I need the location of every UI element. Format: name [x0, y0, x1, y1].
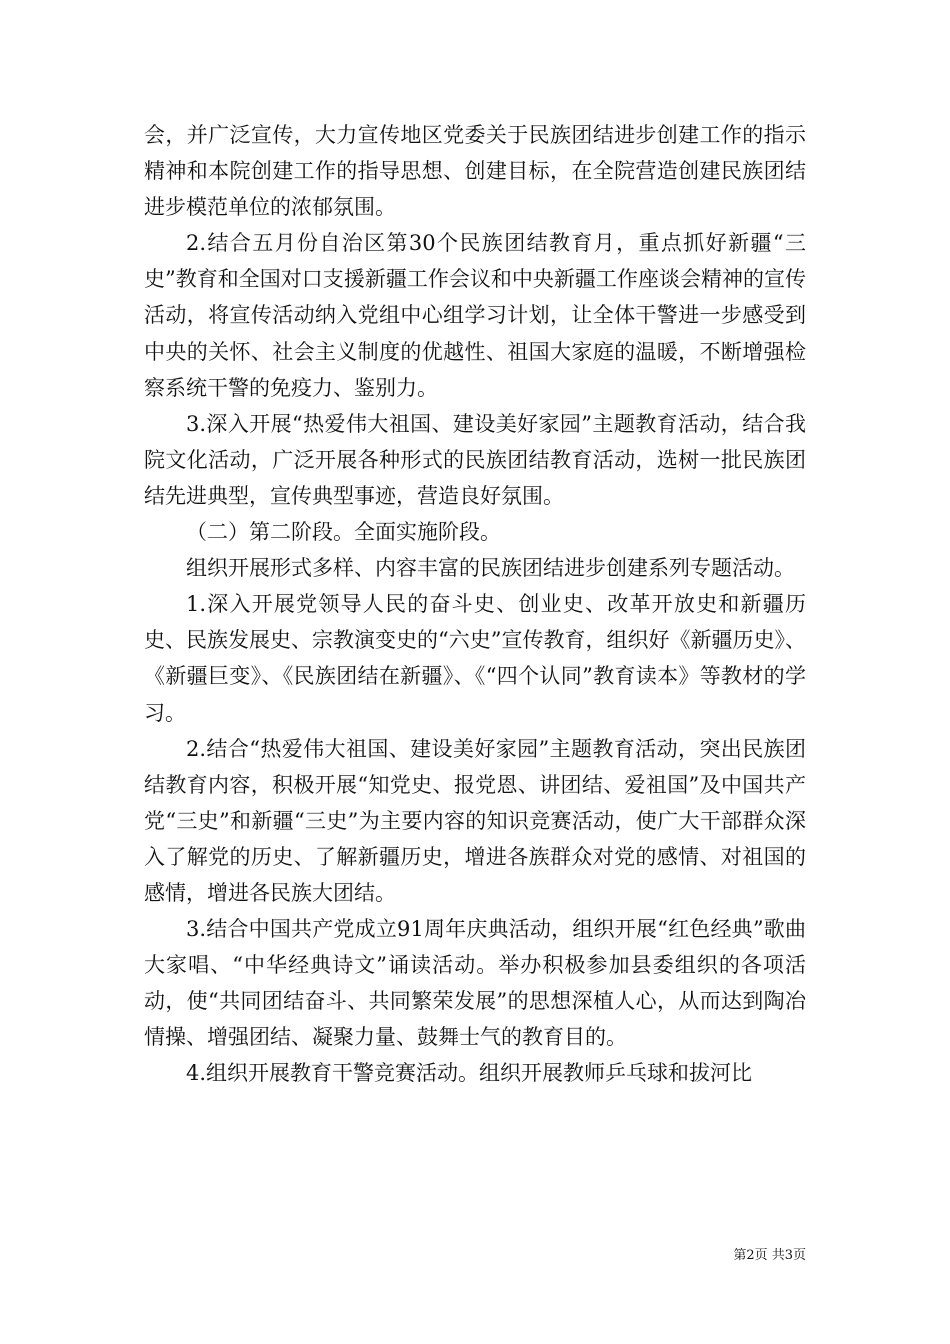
document-body [144, 117, 806, 1092]
page-number: 第2页 共3页 [733, 1248, 806, 1263]
paragraph-9: 4.组织开展教育干警竞赛活动。组织开展教师乒乓球和拔河比 [186, 1061, 753, 1086]
paragraph-8: 3.结合中国共产党成立91周年庆典活动，组织开展“红色经典”歌曲大家唱、“中华经典诗文”诵读活动。举办积极参加县委组织的各项活动，使“共同团结奋斗、共同繁荣发展”的思想深植人心，从而达到陶冶情操、增强团结、凝聚力量、鼓舞士气的教育目的。 [144, 917, 806, 1050]
paragraph-7: 2.结合“热爱伟大祖国、建设美好家园”主题教育活动，突出民族团结教育内容，积极开展“知党史、报党恩、讲团结、爱祖国”及中国共产党“三史”和新疆“三史”为主要内容的知识竞赛活动，使广大干部群众深入了解党的历史、了解新疆历史，增进各族群众对党的感情、对祖国的感情，增进各民族大团结。 [144, 736, 806, 905]
paragraph-6: 1.深入开展党领导人民的奋斗史、创业史、改革开放史和新疆历史、民族发展史、宗教演变史的“六史”宣传教育，组织好《新疆历史》、《新疆巨变》、《民族团结在新疆》、《“四个认同”教育读本》等教材的学习。 [144, 592, 806, 725]
paragraph-1: 会，并广泛宣传，大力宣传地区党委关于民族团结进步创建工作的指示精神和本院创建工作的指导思想、创建目标，在全院营造创建民族团结进步模范单位的浓郁氛围。 [144, 123, 806, 220]
paragraph-5: 组织开展形式多样、内容丰富的民族团结进步创建系列专题活动。 [186, 556, 795, 581]
section-heading-stage-two: （二）第二阶段。全面实施阶段。 [186, 520, 501, 545]
paragraph-3: 3.深入开展“热爱伟大祖国、建设美好家园”主题教育活动，结合我院文化活动，广泛开展各种形式的民族团结教育活动，选树一批民族团结先进典型，宣传典型事迹，营造良好氛围。 [144, 411, 806, 508]
paragraph-2: 2.结合五月份自治区第30个民族团结教育月，重点抓好新疆“三史”教育和全国对口支援新疆工作会议和中央新疆工作座谈会精神的宣传活动，将宣传活动纳入党组中心组学习计划，让全体干警进一步感受到中央的关怀、社会主义制度的优越性、祖国大家庭的温暖，不断增强检察系统干警的免疫力、鉴别力。 [144, 231, 806, 400]
